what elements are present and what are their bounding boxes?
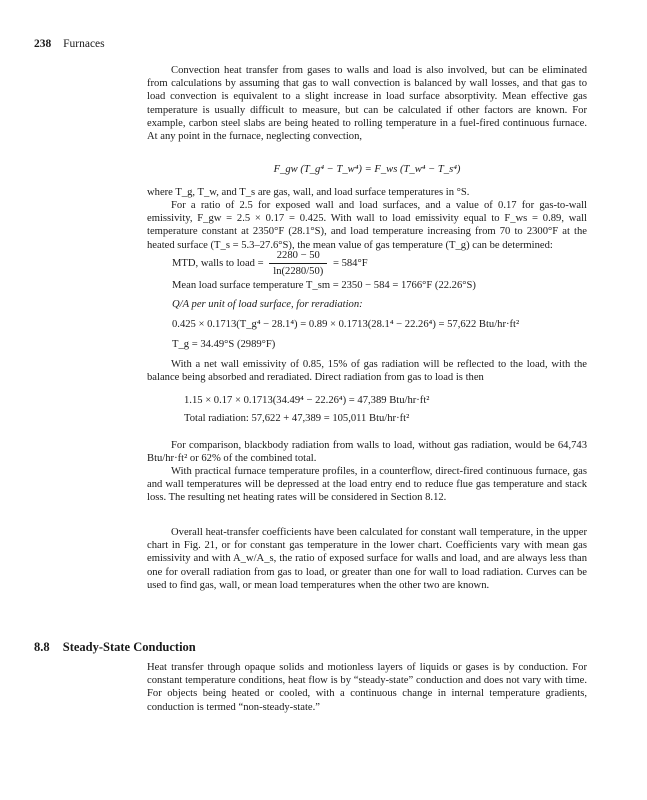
paragraph-overall-coefficients: Overall heat-transfer coefficients have been calculated for constant wall temperature, in the upper chart in Fig. 21, or for constant gas temperature in the lower chart. Coefficients vary with mean gas emissivity and with A_w/A_s, the ratio of exposed surface for walls and load, and are always less than one for overall radiation from gas to load, or greater than one for wall to load radiation. Curves can be used to find gas, wall, or mean load temperatures when the other two are known.	[147, 527, 587, 591]
mtd-numerator: 2280 − 50	[269, 249, 327, 264]
equation-direct-radiation: 1.15 × 0.17 × 0.1713(34.49⁴ − 22.26⁴) = 47,389 Btu/hr·ft²	[184, 395, 430, 406]
paragraph-ratio: For a ratio of 2.5 for exposed wall and load surfaces, and a value of 0.17 for gas-to-wall emissivity, F_gw = 2.5 × 0.17 = 0.425. With wall to load emissivity equal to F_ws = 0.89, wall temperature constant at 2350°F (28.1°S), and load temperature increasing from 70 to 2300°F at the heated surface (T_s = 5.3–27.6°S), the mean value of gas temperature (T_g) can be determined:	[147, 200, 587, 251]
page-header	[34, 38, 105, 50]
paragraph-net-emissivity: With a net wall emissivity of 0.85, 15% of gas radiation will be reflected to the load, with the balance being absorbed and reradiated. Direct radiation from gas to load is then	[147, 359, 587, 384]
paragraph-comparison: For comparison, blackbody radiation from walls to load, without gas radiation, would be 64,743 Btu/hr·ft² or 62% of the combined total.	[147, 440, 587, 465]
section-number: 8.8	[34, 640, 50, 654]
paragraph-conduction: Heat transfer through opaque solids and motionless layers of liquids or gases is by conduction. For constant temperature conditions, heat flow is by “steady-state” conduction and does not vary with time. For objects being heated or cooled, with a continuous change in internal temperature gradients, conduction is termed “non-steady-state.”	[147, 662, 587, 713]
paragraph-practical-profiles: With practical furnace temperature profiles, in a counterflow, direct-fired continuous furnace, gas and wall temperatures will be depressed at the load entry end to reduce flue gas temperature and stack loss. The resulting net heating rates will be considered in Section 8.12.	[147, 466, 587, 504]
equation-reradiation: 0.425 × 0.1713(T_g⁴ − 28.1⁴) = 0.89 × 0.1713(28.1⁴ − 22.26⁴) = 57,622 Btu/hr·ft²	[172, 319, 520, 330]
section-heading	[34, 640, 196, 655]
qa-label: Q/A per unit of load surface, for reradiation:	[172, 299, 363, 310]
running-title: Furnaces	[63, 38, 105, 50]
mtd-result: = 584°F	[332, 257, 368, 269]
equation-mtd	[172, 249, 368, 278]
equation-radiation-balance: F_gw (T_g⁴ − T_w⁴) = F_ws (T_w⁴ − T_s⁴)	[273, 164, 461, 175]
mtd-denominator: ln(2280/50)	[273, 266, 324, 277]
section-title: Steady-State Conduction	[62, 640, 196, 654]
mtd-label: MTD, walls to load =	[172, 257, 264, 269]
mtd-fraction	[269, 249, 327, 278]
equation-tg-result: T_g = 34.49°S (2989°F)	[172, 339, 276, 350]
paragraph-where: where T_g, T_w, and T_s are gas, wall, and load surface temperatures in °S.	[147, 187, 470, 198]
equation-mean-load: Mean load surface temperature T_sm = 2350 − 584 = 1766°F (22.26°S)	[172, 280, 476, 291]
equation-total-radiation: Total radiation: 57,622 + 47,389 = 105,011 Btu/hr·ft²	[184, 413, 410, 424]
paragraph-convection: Convection heat transfer from gases to walls and load is also involved, but can be eliminated from calculations by assuming that gas to wall convection is balanced by wall losses, and that gas to load convection is equivalent to a slight increase in load surface absorptivity. Mean effective gas temperature is usually difficult to measure, but can be calculated if other factors are known. For example, carbon steel slabs are being heated to rolling temperature in a fuel-fired continuous furnace. At any point in the furnace, neglecting convection,	[147, 65, 587, 143]
page-number: 238	[34, 38, 52, 50]
